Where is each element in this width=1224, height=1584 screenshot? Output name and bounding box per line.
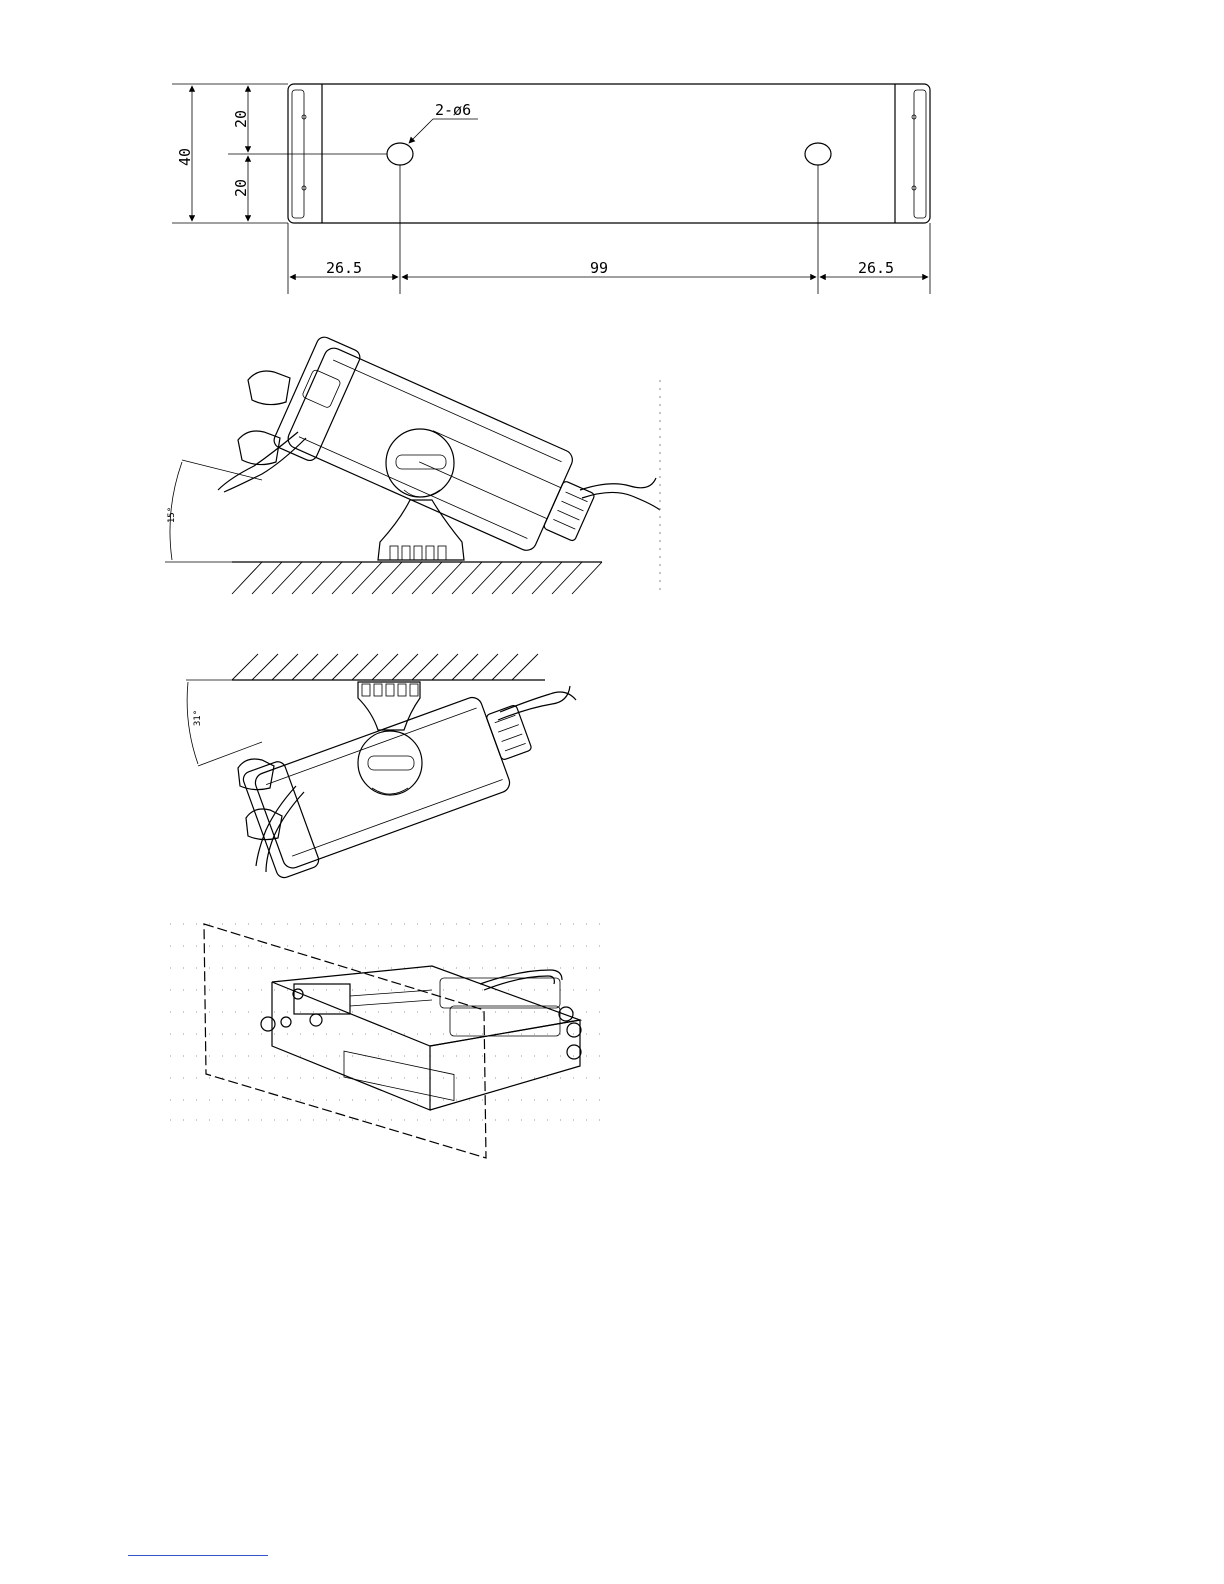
wall-mount-illustration [170, 924, 600, 1158]
dotted-grid [170, 924, 600, 1120]
dim-overall-height: 40 [176, 147, 194, 167]
dim-right-offset: 26.5 [857, 259, 895, 277]
dim-left-offset: 26.5 [325, 259, 363, 277]
hole-callout: 2-ø6 [435, 101, 472, 119]
ceiling-hatching [232, 654, 538, 680]
floor-mount-illustration [165, 335, 660, 596]
dim-hole-spacing: 99 [589, 259, 609, 277]
floor-hatching [232, 562, 602, 594]
mounting-hole-right [805, 143, 831, 165]
footer-rule [128, 1555, 268, 1556]
bracket-top-view [172, 84, 930, 294]
dim-lower-half: 20 [232, 178, 250, 198]
mounting-hole-left [387, 143, 413, 165]
ceiling-mount-illustration [186, 654, 576, 880]
floor-tilt-angle: 15° [167, 506, 177, 524]
dim-upper-half: 20 [232, 109, 250, 129]
ceiling-tilt-angle: 31° [193, 709, 203, 727]
